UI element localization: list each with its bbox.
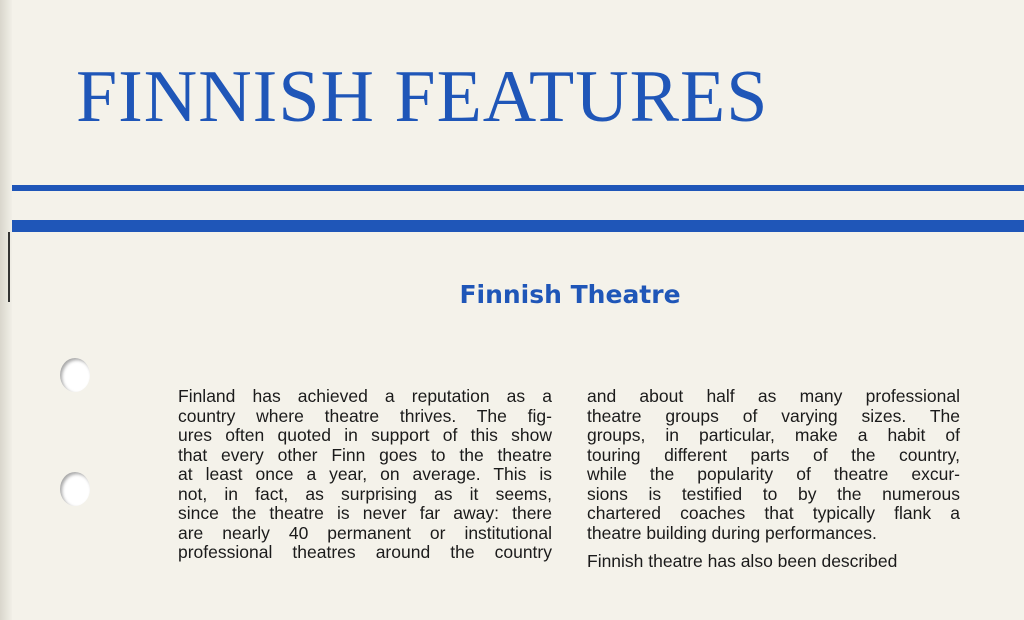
text-line: theatre groups of varying sizes. The <box>587 405 960 426</box>
punch-hole <box>60 472 90 506</box>
page-edge <box>0 0 12 620</box>
text-line: since the theatre is never far away: there <box>178 503 552 523</box>
text-line: country where theatre thrives. The fig- <box>178 405 552 426</box>
text-line: theatre building during performances. <box>587 522 877 543</box>
text-line: chartered coaches that typically flank a <box>587 503 960 523</box>
text-line: are nearly 40 permanent or institutional <box>178 522 552 543</box>
text-line: professional theatres around the country <box>178 542 552 562</box>
text-line: groups, in particular, make a habit of <box>587 425 960 445</box>
masthead-title: FINNISH FEATURES <box>76 56 769 138</box>
article-column-right <box>587 387 960 572</box>
text-line: Finland has achieved a reputation as a <box>178 386 552 406</box>
punch-hole <box>60 358 90 392</box>
text-line: touring different parts of the country, <box>587 444 960 465</box>
text-line: ures often quoted in support of this show <box>178 425 552 445</box>
article-column-left <box>178 387 552 563</box>
text-line: and about half as many professional <box>587 386 960 406</box>
text-line: sions is testified to by the numerous <box>587 483 960 504</box>
text-line: at least once a year, on average. This is <box>178 464 552 484</box>
text-line: not, in fact, as surprising as it seems, <box>178 483 552 504</box>
text-line: Finnish theatre has also been described <box>587 551 898 571</box>
masthead-rule-thick <box>12 220 1024 232</box>
text-line: that every other Finn goes to the theatre <box>178 444 552 465</box>
masthead-rule-thin <box>12 185 1024 191</box>
section-title: Finnish Theatre <box>459 280 681 309</box>
text-line: while the popularity of theatre excur- <box>587 464 960 484</box>
